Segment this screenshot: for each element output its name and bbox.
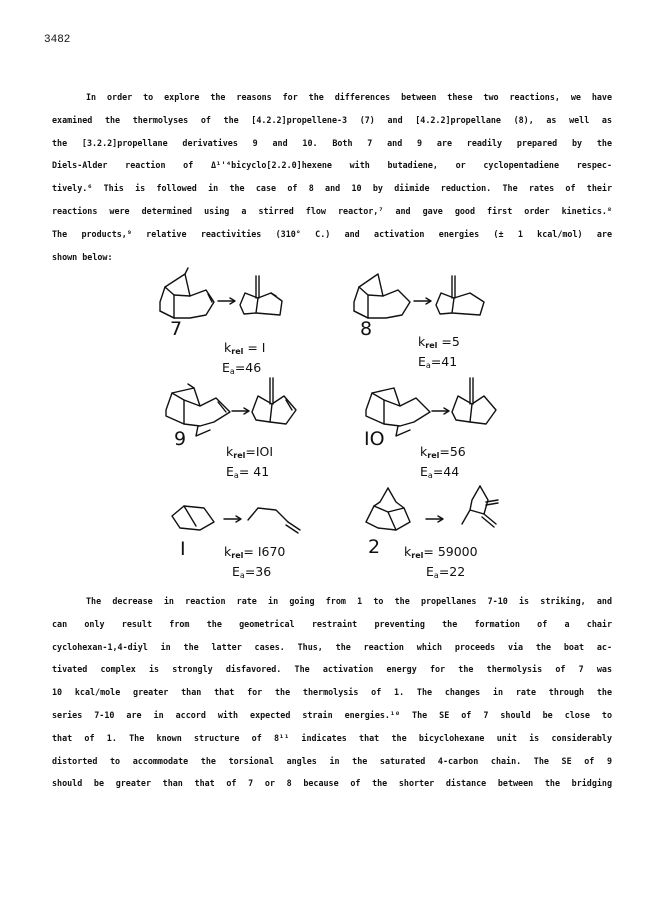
text-line: cyclohexan-1,4-diyl in the latter cases. Thus, the reaction which proceeds via the boat ac- xyxy=(52,641,612,652)
compound-label: 2 xyxy=(368,536,381,558)
activation-energy: $E_a=41$ xyxy=(418,354,458,370)
structure-8 xyxy=(354,274,410,318)
text-line: tively.⁶ This is followed in the case of 8 and 10 by diimide reduction. The rates of their xyxy=(52,183,612,194)
k-rel-value: $k_{rel}= 59000$ xyxy=(404,544,478,560)
discussion-paragraph xyxy=(52,590,612,795)
product-10 xyxy=(452,378,496,424)
structure-1 xyxy=(172,506,214,530)
intro-paragraph xyxy=(52,86,612,268)
product-9 xyxy=(252,378,296,424)
text-line: The decrease in reaction rate in going from 1 to the propellanes 7-10 is striking, and xyxy=(86,596,612,606)
text-line: 10 kcal/mole greater than that for the thermolysis of 1. The changes in rate through the xyxy=(52,687,612,698)
activation-energy: $E_a=36$ xyxy=(232,564,272,580)
arrow xyxy=(426,516,443,522)
compound-label: 8 xyxy=(360,318,373,340)
product-2 xyxy=(462,486,498,527)
arrow xyxy=(432,408,449,414)
compound-label: IO xyxy=(364,428,385,450)
activation-energy: $E_a=46$ xyxy=(222,360,262,376)
compound-label: I xyxy=(180,538,186,560)
text-line: tivated complex is strongly disfavored. The activation energy for the thermolysis of 7 was xyxy=(52,664,612,675)
text-line: that of 1. The known structure of 8¹¹ indicates that the bicyclohexane unit is considerably xyxy=(52,732,612,743)
arrow xyxy=(224,516,241,522)
text-line: can only result from the geometrical restraint preventing the formation of a chair xyxy=(52,618,612,629)
text-line: shown below: xyxy=(52,251,113,262)
k-rel-value: $k_{rel} = I$ xyxy=(224,340,266,356)
k-rel-value: $k_{rel}= I670$ xyxy=(224,544,286,560)
k-rel-value: $k_{rel}=56$ xyxy=(420,444,466,460)
compound-label: 7 xyxy=(170,318,183,340)
text-line: distorted to accommodate the torsional angles in the saturated 4-carbon chain. The SE of 9 xyxy=(52,755,612,766)
text-line: should be greater than that of 7 or 8 because of the shorter distance between the bridging xyxy=(52,778,612,789)
k-rel-value: $k_{rel} =5$ xyxy=(418,334,460,350)
arrow xyxy=(232,408,249,414)
arrow xyxy=(414,298,431,304)
product-1 xyxy=(248,508,300,533)
text-line: examined the thermolyses of the [4.2.2]propellene-3 (7) and [4.2.2]propellane (8), as well as xyxy=(52,114,612,125)
product-8 xyxy=(436,276,484,315)
text-line: series 7-10 are in accord with expected strain energies.¹⁰ The SE of 7 should be close to xyxy=(52,709,612,720)
activation-energy: $E_a=44$ xyxy=(420,464,460,480)
text-line: Diels-Alder reaction of Δ¹'⁴bicyclo[2.2.0]hexene with butadiene, or cyclopentadiene respec- xyxy=(52,160,612,171)
k-rel-value: $k_{rel}=IOI$ xyxy=(226,444,274,460)
activation-energy: $E_a= 41$ xyxy=(226,464,270,480)
compound-label: 9 xyxy=(174,428,187,450)
arrow xyxy=(218,298,235,304)
text-line: The products,⁹ relative reactivities (310° C.) and activation energies (± 1 kcal/mol) are xyxy=(52,228,612,239)
structure-2 xyxy=(366,488,410,530)
product-7 xyxy=(240,276,282,315)
text-line: reactions were determined using a stirred flow reactor,⁷ and gave good first order kinetics.⁸ xyxy=(52,205,612,216)
activation-energy: $E_a=22$ xyxy=(426,564,466,580)
text-line: the [3.2.2]propellane derivatives 9 and 10. Both 7 and 9 are readily prepared by the xyxy=(52,137,612,148)
structure-7 xyxy=(160,268,214,318)
text-line: In order to explore the reasons for the differences between these two reactions, we have xyxy=(86,92,612,102)
page-number: 3482 xyxy=(44,34,71,46)
